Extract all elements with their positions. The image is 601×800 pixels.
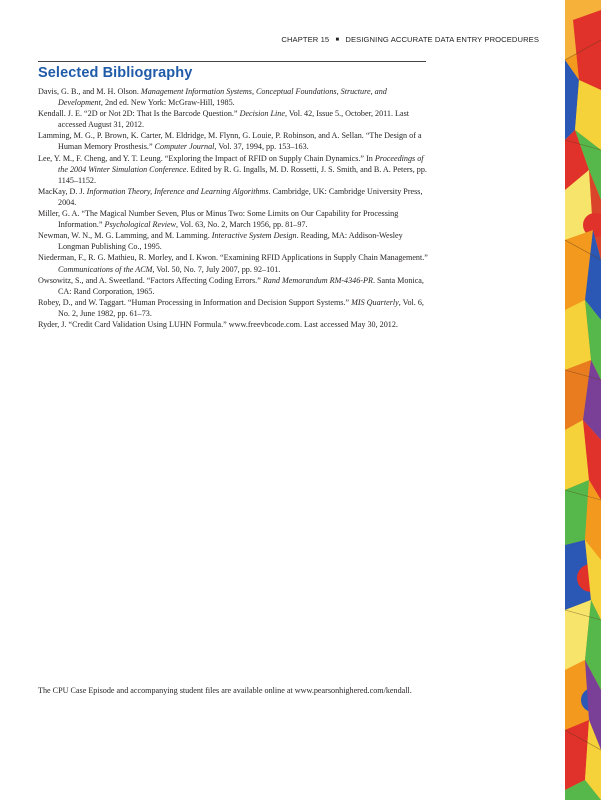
reference-text: , Vol. 63, No. 2, March 1956, pp. 81–97. [176,220,308,230]
bibliography-entry [38,252,430,274]
bibliography-entry [38,86,430,108]
running-header [281,35,539,44]
section-title: Selected Bibliography [38,65,193,81]
reference-text: Niederman, F., R. G. Mathieu, R. Morley, and I. Kwon. “Examining RFID Applications in Supply Chain Management.” [38,253,428,263]
stained-glass-art [565,0,601,800]
reference-title-italic: Psychological Review [104,220,177,230]
reference-title-italic: Communications of the ACM [58,264,153,274]
reference-title-italic: Information Theory, Inference and Learning Algorithms [86,186,269,196]
bibliography-entry [38,108,430,130]
bibliography-entry [38,186,430,208]
footer-note: The CPU Case Episode and accompanying student files are available online at www.pearsonhighered.com/kendall. [38,686,412,695]
reference-title-italic: Proceedings of the 2004 Winter Simulation Conference [58,153,424,174]
reference-text: Miller, G. A. “The Magical Number Seven, Plus or Minus Two: Some Limits on Our Capability for Processing Information.” [38,209,399,230]
reference-text: , Vol. 50, No. 7, July 2007, pp. 92–101. [152,264,281,274]
reference-text: . Cambridge, UK: Cambridge University Press, 2004. [58,186,423,207]
bibliography-entry [38,297,430,319]
reference-text: Lee, Y. M., F. Cheng, and Y. T. Leung. “Exploring the Impact of RFID on Supply Chain Dynamics.” In [38,153,375,163]
reference-text: Lamming, M. G., P. Brown, K. Carter, M. Eldridge, M. Flynn, G. Louie, P. Robinson, and A. Sellan. “The Design of a Human Memory Prosthesis.” [38,131,422,152]
chapter-title: DESIGNING ACCURATE DATA ENTRY PROCEDURES [345,35,539,44]
reference-text: . Edited by R. G. Ingalls, M. D. Rossetti, J. S. Smith, and B. A. Peters, pp. 1145–1152. [58,164,427,185]
bibliography-entry [38,208,430,230]
reference-title-italic: Computer Journal [154,142,215,152]
bibliography-entry [38,230,430,252]
header-separator: ■ [335,37,340,43]
reference-text: Owsowitz, S., and A. Sweetland. “Factors Affecting Coding Errors.” [38,275,263,285]
reference-title-italic: Interactive System Design [211,231,297,241]
reference-text: , Vol. 42, Issue 5., October, 2011. Last accessed August 31, 2012. [58,109,410,130]
reference-text: , 2nd ed. New York: McGraw-Hill, 1985. [100,98,235,108]
decorative-stained-glass-strip [565,0,601,800]
reference-text: Kendall. J. E. “2D or Not 2D: That Is the Barcode Question.” [38,109,240,119]
chapter-label: CHAPTER 15 [281,35,330,44]
reference-text: . Reading, MA: Addison-Wesley Longman Publishing Co., 1995. [58,231,403,252]
reference-text: , Vol. 37, 1994, pp. 153–163. [214,142,309,152]
bibliography-entry [38,153,430,186]
reference-text: Ryder, J. “Credit Card Validation Using LUHN Formula.” www.freevbcode.com. Last accessed May 30, 2012. [38,319,398,329]
reference-text: . Santa Monica, CA: Rand Corporation, 1965. [58,275,424,296]
reference-title-italic: Management Information Systems, Conceptual Foundations, Structure, and Development [58,87,387,108]
section-rule [38,61,426,62]
bibliography-entry [38,275,430,297]
bibliography-entry [38,130,430,152]
bibliography-entry [38,319,430,330]
reference-text: Robey, D., and W. Taggart. “Human Processing in Information and Decision Support Systems.” [38,297,352,307]
reference-title-italic: Decision Line [239,109,285,119]
reference-title-italic: MIS Quarterly [351,297,399,307]
bibliography-list [38,86,430,330]
reference-title-italic: Rand Memorandum RM-4346-PR [262,275,373,285]
reference-text: Newman, W. N., M. G. Lamming, and M. Lamming. [38,231,212,241]
reference-text: MacKay, D. J. [38,186,87,196]
reference-text: Davis, G. B., and M. H. Olson. [38,87,141,96]
reference-text: , Vol. 6, No. 2, June 1982, pp. 61–73. [58,297,424,318]
